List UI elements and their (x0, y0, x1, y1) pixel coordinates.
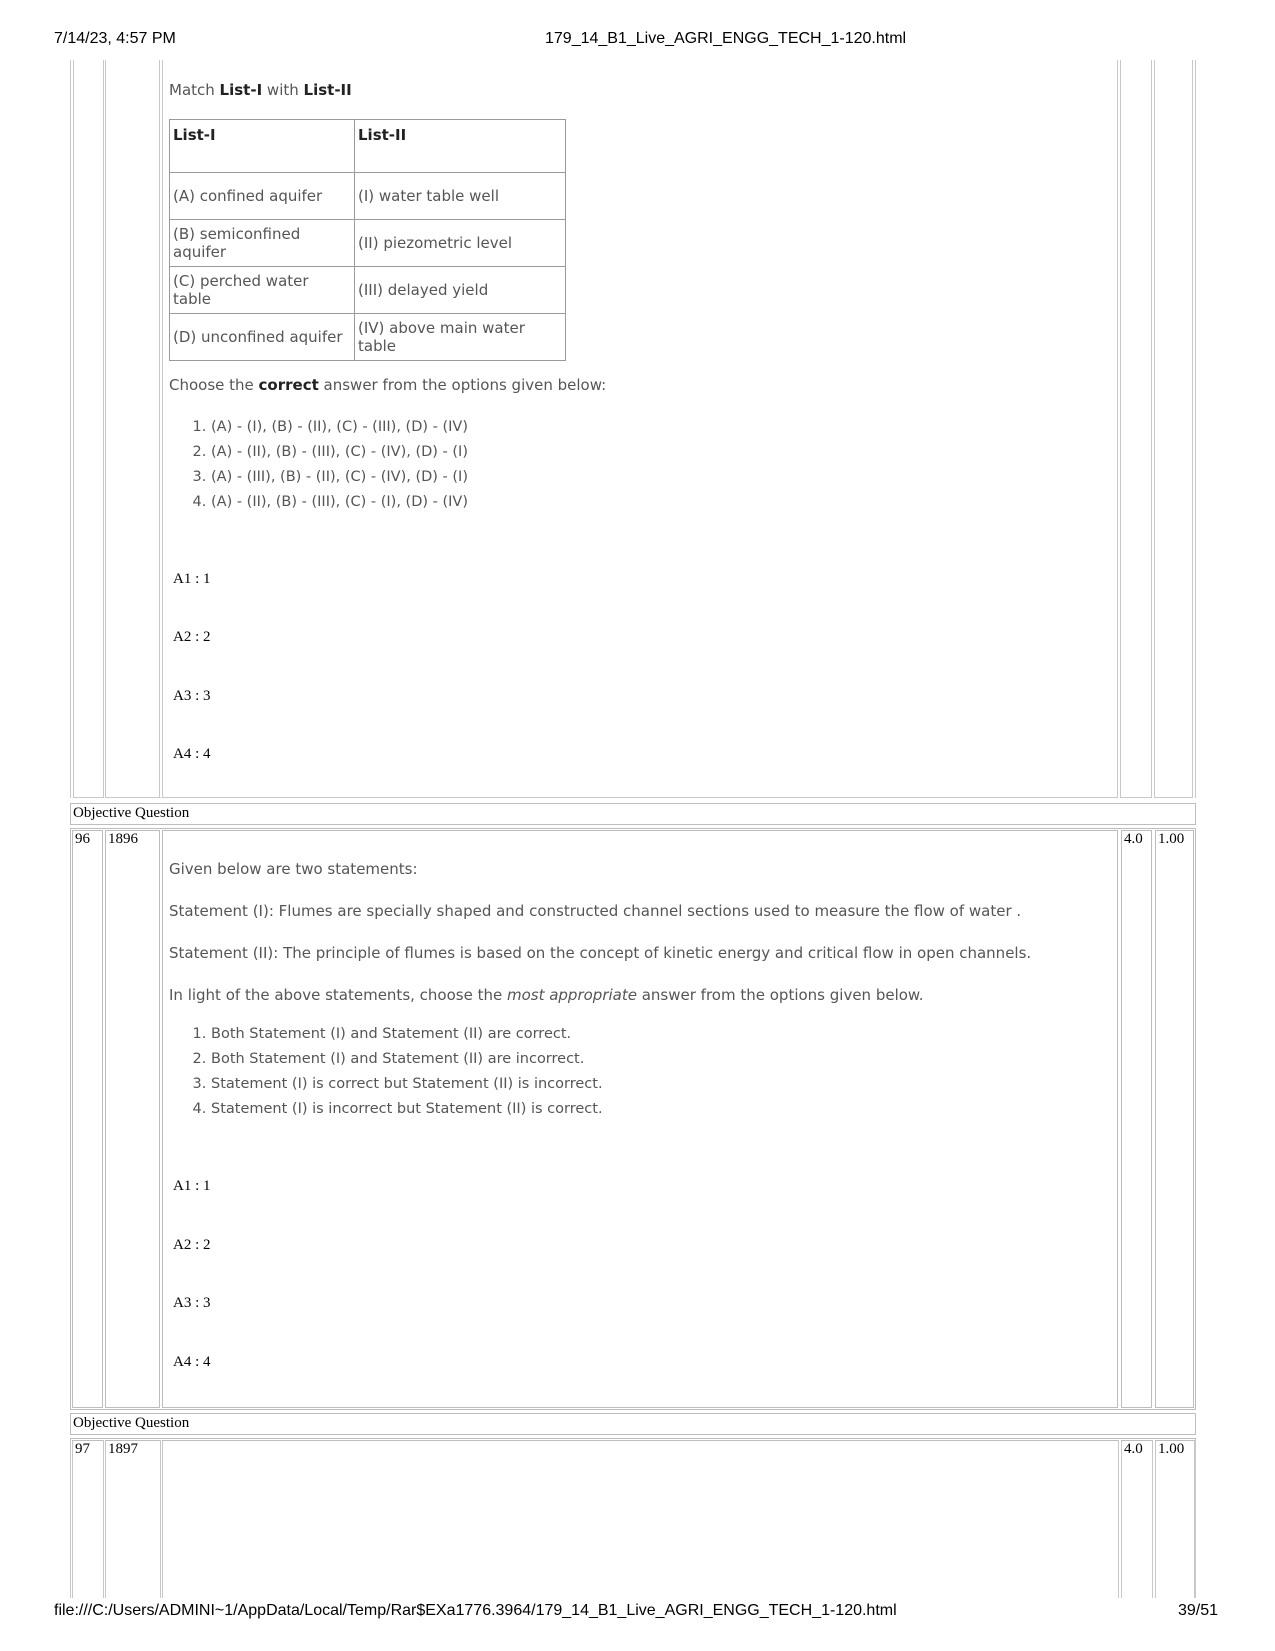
negative-marks: 1.00 (1158, 831, 1185, 847)
q96-answer-4: A4 : 4 (173, 1354, 211, 1370)
q96-options (169, 1022, 603, 1122)
option-item: 2. (A) - (II), (B) - (III), (C) - (IV), (D) - (I) (211, 440, 468, 465)
table-cell: (C) perched water table (170, 267, 355, 314)
q95-answer-3: A3 : 3 (173, 688, 211, 704)
q96-marks-cell (1121, 830, 1152, 1408)
q96-answer-1: A1 : 1 (173, 1178, 211, 1194)
match-table (169, 119, 566, 361)
q95-instruction: Match List-I with List-II (169, 81, 352, 99)
option-item: 3. (A) - (III), (B) - (II), (C) - (IV), (D) - (I) (211, 465, 468, 490)
option-item: 3. Statement (I) is correct but Statement (II) is incorrect. (211, 1072, 603, 1097)
print-doc-title: 179_14_B1_Live_AGRI_ENGG_TECH_1-120.html (545, 30, 907, 47)
q96-answer-2: A2 : 2 (173, 1237, 211, 1253)
q96-statement-1: Statement (I): Flumes are specially shaped and constructed channel sections used to measure the flow of water . (169, 902, 1022, 920)
section-label-box (70, 803, 1196, 825)
table-header-list-1: List-I (170, 120, 355, 173)
q95-answer-4: A4 : 4 (173, 746, 211, 762)
table-cell: (II) piezometric level (355, 220, 566, 267)
q95-answer-1: A1 : 1 (173, 571, 211, 587)
option-item: 4. (A) - (II), (B) - (III), (C) - (I), (D) - (IV) (211, 490, 468, 515)
question-number: 97 (75, 1441, 90, 1457)
q96-statement-2: Statement (II): The principle of flumes is based on the concept of kinetic energy and critical flow in open channels. (169, 944, 1032, 962)
q96-answer-3: A3 : 3 (173, 1295, 211, 1311)
marks: 4.0 (1124, 1441, 1143, 1457)
q96-line-1: Given below are two statements: (169, 860, 418, 878)
marks: 4.0 (1124, 831, 1143, 847)
table-cell: (A) confined aquifer (170, 173, 355, 220)
table-cell: (I) water table well (355, 173, 566, 220)
q95-choose-text: Choose the correct answer from the options given below: (169, 376, 607, 394)
q95-options (169, 415, 468, 515)
q96-negative-cell (1155, 830, 1194, 1408)
question-id: 1897 (108, 1441, 138, 1457)
table-cell: (III) delayed yield (355, 267, 566, 314)
table-cell: (IV) above main water table (355, 314, 566, 361)
question-id: 1896 (108, 831, 138, 847)
q96-instruction: In light of the above statements, choose the most appropriate answer from the options given below. (169, 986, 924, 1004)
q96-qid-cell (105, 830, 160, 1408)
q95-answer-2: A2 : 2 (173, 629, 211, 645)
option-item: 4. Statement (I) is incorrect but Statement (II) is correct. (211, 1097, 603, 1122)
table-cell: (B) semiconfined aquifer (170, 220, 355, 267)
option-item: 2. Both Statement (I) and Statement (II) are incorrect. (211, 1047, 603, 1072)
negative-marks: 1.00 (1158, 1441, 1185, 1457)
option-item: 1. Both Statement (I) and Statement (II) are correct. (211, 1022, 603, 1047)
print-datetime: 7/14/23, 4:57 PM (54, 30, 176, 47)
section-label: Objective Question (73, 1415, 190, 1431)
option-item: 1. (A) - (I), (B) - (II), (C) - (III), (D) - (IV) (211, 415, 468, 440)
q96-sno-cell (72, 830, 103, 1408)
section-label: Objective Question (73, 805, 190, 821)
print-file-path: file:///C:/Users/ADMINI~1/AppData/Local/Temp/Rar$EXa1776.3964/179_14_B1_Live_AGRI_ENGG_TECH_1-120.html (54, 1602, 897, 1619)
table-cell: (D) unconfined aquifer (170, 314, 355, 361)
table-header-list-2: List-II (355, 120, 566, 173)
print-page-number: 39/51 (1178, 1602, 1219, 1619)
section-label-box (70, 1413, 1196, 1435)
question-number: 96 (75, 831, 90, 847)
